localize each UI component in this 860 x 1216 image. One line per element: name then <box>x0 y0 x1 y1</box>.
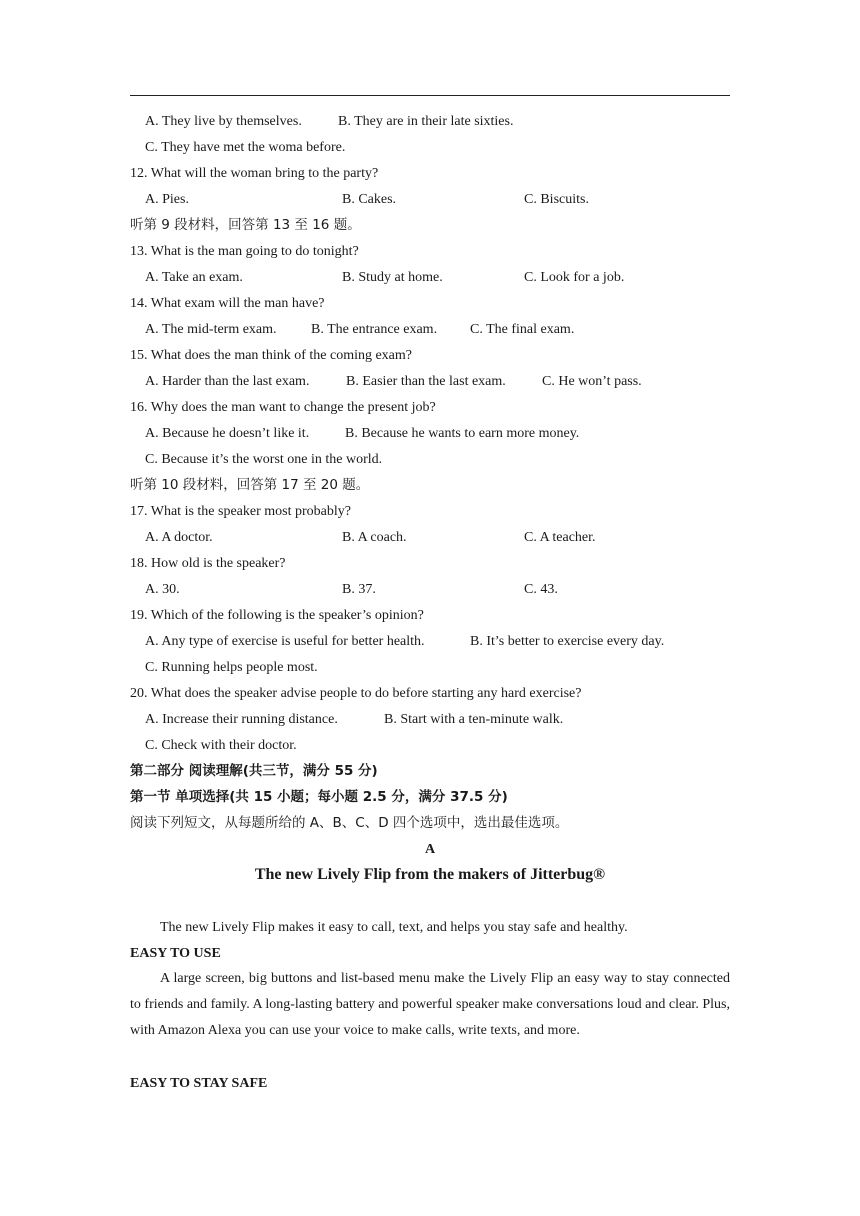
q19-stem: 19. Which of the following is the speaker’s opinion? <box>130 608 424 623</box>
q17-stem: 17. What is the speaker most probably? <box>130 504 351 519</box>
header-rule <box>130 95 730 96</box>
q16-option-a: A. Because he doesn’t like it. <box>145 426 310 441</box>
passage-heading-easy-to-use: EASY TO USE <box>130 946 221 961</box>
q13-stem: 13. What is the man going to do tonight? <box>130 244 359 259</box>
q15-option-a: A. Harder than the last exam. <box>145 374 310 389</box>
q19-option-a: A. Any type of exercise is useful for better health. <box>145 634 425 649</box>
q18-option-b: B. 37. <box>342 582 376 597</box>
q12-stem: 12. What will the woman bring to the party? <box>130 166 379 181</box>
passage-intro: The new Lively Flip makes it easy to call, text, and helps you stay safe and healthy. <box>160 920 628 935</box>
passage-paragraph-1: A large screen, big buttons and list-based menu make the Lively Flip an easy way to stay connected to friends and family. A long-lasting battery and powerful speaker make conversations loud and clear. Plus, with Amazon Alexa you can use your voice to make calls, write texts, and more. <box>130 971 730 1038</box>
q12-option-a: A. Pies. <box>145 192 189 207</box>
q19-option-c: C. Running helps people most. <box>145 660 318 675</box>
passage-letter: A <box>424 842 436 857</box>
q14-option-c: C. The final exam. <box>470 322 575 337</box>
q15-option-b: B. Easier than the last exam. <box>346 374 506 389</box>
q14-option-b: B. The entrance exam. <box>311 322 438 337</box>
q13-option-c: C. Look for a job. <box>524 270 625 285</box>
q15-option-c: C. He won’t pass. <box>542 374 642 389</box>
q20-stem: 20. What does the speaker advise people to do before starting any hard exercise? <box>130 686 582 701</box>
q20-option-b: B. Start with a ten-minute walk. <box>384 712 564 727</box>
section-10-instruction: 听第 10 段材料，回答第 17 至 20 题。 <box>130 477 370 493</box>
q11-option-a: A. They live by themselves. <box>145 114 302 129</box>
q18-option-a: A. 30. <box>145 582 180 597</box>
section-9-instruction: 听第 9 段材料，回答第 13 至 16 题。 <box>130 217 361 233</box>
q17-option-a: A. A doctor. <box>145 530 213 545</box>
passage-title: The new Lively Flip from the makers of Jitterbug® <box>254 866 606 883</box>
q18-option-c: C. 43. <box>524 582 558 597</box>
q18-stem: 18. How old is the speaker? <box>130 556 286 571</box>
section-one-heading: 第一节 单项选择(共 15 小题；每小题 2.5 分，满分 37.5 分) <box>130 789 508 805</box>
q13-option-a: A. Take an exam. <box>145 270 243 285</box>
q13-option-b: B. Study at home. <box>342 270 443 285</box>
reading-instructions: 阅读下列短文，从每题所给的 A、B、C、D 四个选项中，选出最佳选项。 <box>130 815 569 831</box>
q19-option-b: B. It’s better to exercise every day. <box>470 634 665 649</box>
q11-option-b: B. They are in their late sixties. <box>338 114 514 129</box>
q17-option-b: B. A coach. <box>342 530 407 545</box>
q16-option-c: C. Because it’s the worst one in the world. <box>145 452 383 467</box>
q20-option-a: A. Increase their running distance. <box>145 712 338 727</box>
q20-option-c: C. Check with their doctor. <box>145 738 297 753</box>
q14-option-a: A. The mid-term exam. <box>145 322 277 337</box>
q12-option-c: C. Biscuits. <box>524 192 589 207</box>
q12-option-b: B. Cakes. <box>342 192 397 207</box>
q11-option-c: C. They have met the woma before. <box>145 140 346 155</box>
q15-stem: 15. What does the man think of the coming exam? <box>130 348 413 363</box>
passage-heading-easy-to-stay-safe: EASY TO STAY SAFE <box>130 1076 268 1091</box>
q16-option-b: B. Because he wants to earn more money. <box>345 426 580 441</box>
q14-stem: 14. What exam will the man have? <box>130 296 325 311</box>
q17-option-c: C. A teacher. <box>524 530 596 545</box>
q16-stem: 16. Why does the man want to change the present job? <box>130 400 436 415</box>
part-two-heading: 第二部分 阅读理解(共三节，满分 55 分) <box>130 763 378 779</box>
